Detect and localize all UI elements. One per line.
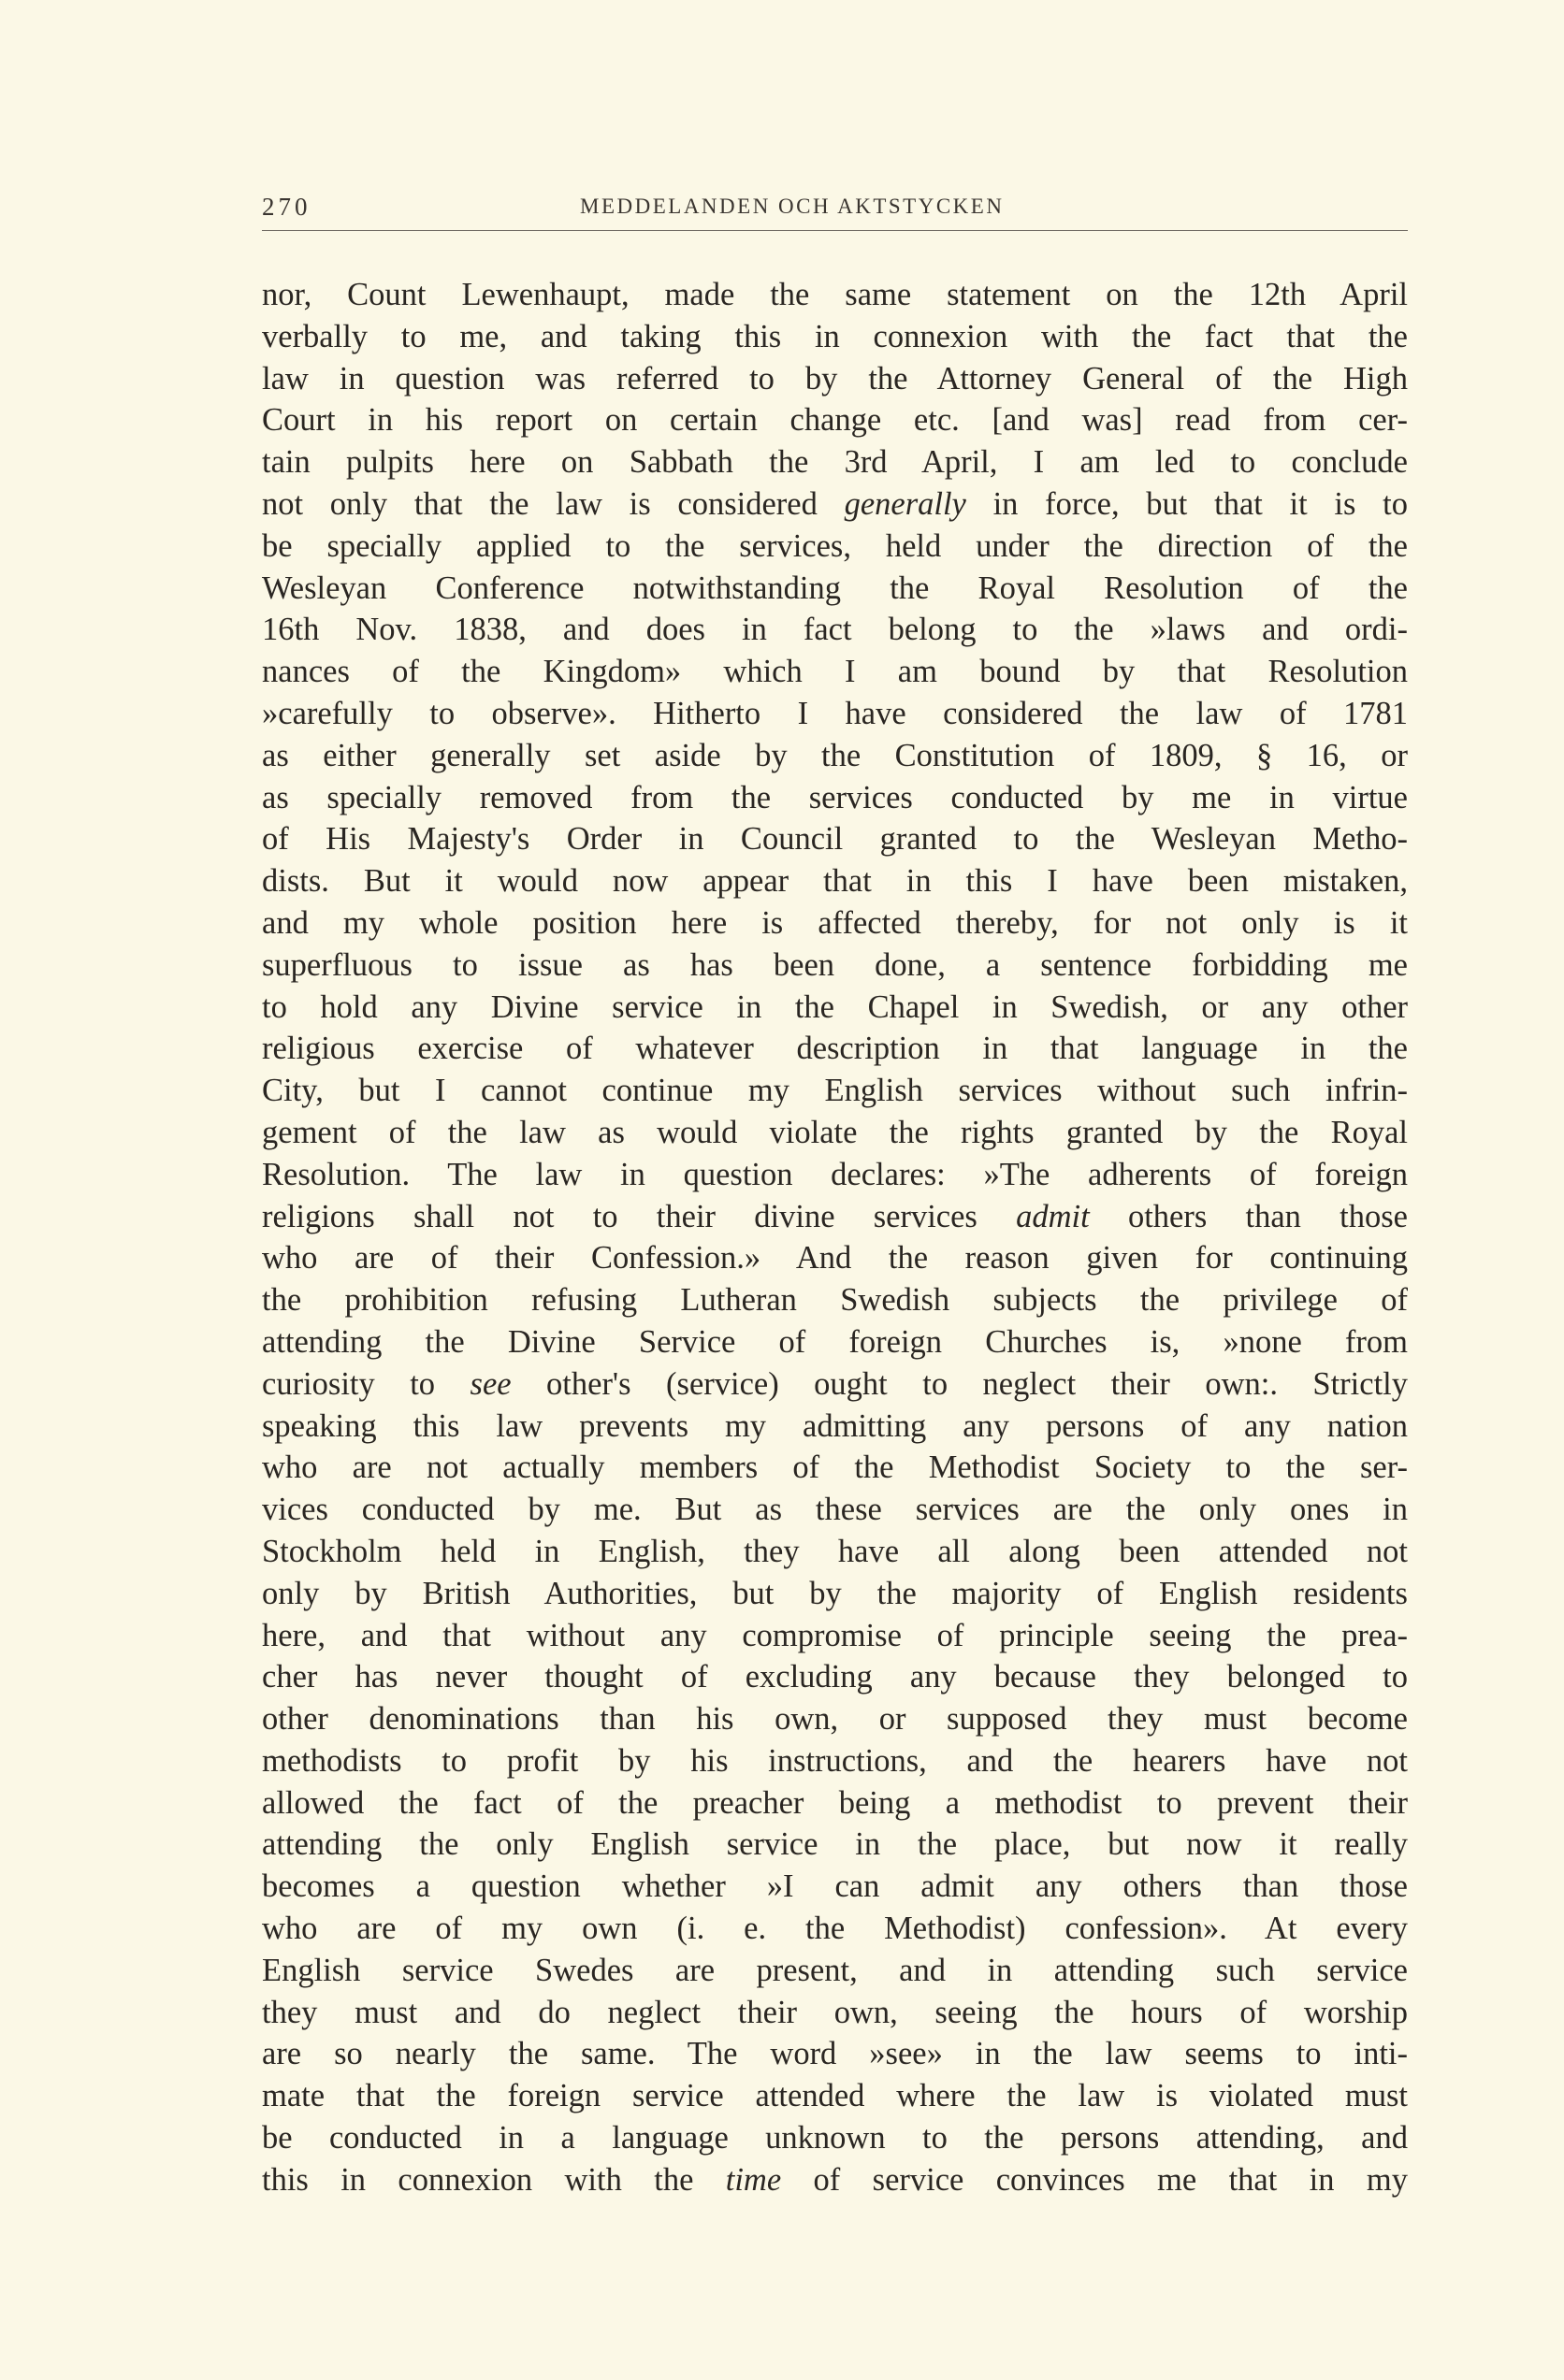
text-segment: as either generally set aside by the Constitution of 1809, § 16, or: [262, 737, 1408, 773]
text-line: [262, 358, 1408, 400]
text-line: [262, 651, 1408, 693]
text-segment: attending the only English service in the place, but now it really: [262, 1826, 1408, 1863]
emphasis-text: generally: [844, 485, 966, 522]
text-segment: other denominations than his own, or supposed they must become: [262, 1701, 1408, 1738]
emphasis-text: admit: [1016, 1198, 1090, 1234]
text-line: [262, 2075, 1408, 2117]
text-segment: who are of my own (i. e. the Methodist) confession». At every: [262, 1911, 1408, 1947]
text-line: [262, 1070, 1408, 1112]
text-segment: Stockholm held in English, they have all along been attended not: [262, 1533, 1408, 1569]
text-segment: only by British Authorities, but by the majority of English residents: [262, 1575, 1408, 1611]
text-line: [262, 274, 1408, 316]
text-line: [262, 1866, 1408, 1908]
text-segment: verbally to me, and taking this in connexion with the fact that the: [262, 318, 1408, 354]
text-line: [262, 1321, 1408, 1363]
text-line: [262, 1154, 1408, 1196]
text-segment: »carefully to observe». Hitherto I have considered the law of 1781: [262, 695, 1408, 731]
text-segment: dists. But it would now appear that in this I have been mistaken,: [262, 863, 1408, 900]
text-segment: City, but I cannot continue my English services without such infrin-: [262, 1073, 1408, 1109]
text-line: [262, 1196, 1408, 1238]
text-line: [262, 1908, 1408, 1950]
text-segment: of His Majesty's Order in Council granted to the Wesleyan Metho-: [262, 821, 1408, 858]
running-head: [262, 193, 1408, 231]
text-segment: tain pulpits here on Sabbath the 3rd April, I am led to conclude: [262, 444, 1408, 481]
text-line: [262, 1782, 1408, 1825]
text-line: [262, 1279, 1408, 1321]
text-line: [262, 1447, 1408, 1489]
text-segment: attending the Divine Service of foreign Churches is, »none from: [262, 1323, 1408, 1360]
text-line: [262, 609, 1408, 651]
journal-title: MEDDELANDEN OCH AKTSTYCKEN: [580, 195, 1005, 218]
text-line: [262, 1406, 1408, 1448]
emphasis-text: see: [470, 1365, 512, 1402]
text-segment: be specially applied to the services, held under the direction of the: [262, 527, 1408, 564]
text-line: [262, 1740, 1408, 1782]
text-segment: are so nearly the same. The word »see» in the law seems to inti-: [262, 2036, 1408, 2072]
text-segment: Court in his report on certain change etc. [and was] read from cer-: [262, 402, 1408, 439]
text-segment: not only that the law is considered: [262, 485, 845, 522]
text-line: [262, 818, 1408, 860]
text-line: [262, 1573, 1408, 1615]
text-segment: religions shall not to their divine services: [262, 1198, 1017, 1234]
text-segment: religious exercise of whatever description in that language in the: [262, 1031, 1408, 1067]
text-line: [262, 1489, 1408, 1531]
text-segment: law in question was referred to by the Attorney General of the High: [262, 360, 1408, 397]
text-segment: curiosity to: [262, 1365, 471, 1402]
text-segment: who are not actually members of the Methodist Society to the ser-: [262, 1450, 1408, 1486]
text-line: [262, 441, 1408, 483]
text-line: [262, 1656, 1408, 1698]
text-line: [262, 1615, 1408, 1657]
page-number: 270: [262, 193, 311, 221]
text-segment: here, and that without any compromise of principle seeing the prea-: [262, 1617, 1408, 1653]
text-segment: nor, Count Lewenhaupt, made the same statement on the 12th April: [262, 277, 1408, 312]
text-line: [262, 2117, 1408, 2159]
text-segment: 16th Nov. 1838, and does in fact belong to the »laws and ordi-: [262, 612, 1408, 648]
text-line: [262, 1698, 1408, 1740]
text-line: [262, 399, 1408, 441]
text-line: [262, 1824, 1408, 1866]
text-segment: mate that the foreign service attended where the law is violated must: [262, 2078, 1408, 2114]
text-segment: of service convinces me that in my: [781, 2161, 1408, 2198]
text-segment: gement of the law as would violate the rights granted by the Royal: [262, 1114, 1408, 1150]
text-segment: superfluous to issue as has been done, a sentence forbidding me: [262, 946, 1408, 983]
text-line: [262, 2033, 1408, 2075]
text-segment: cher has never thought of excluding any because they belonged to: [262, 1659, 1408, 1695]
text-segment: to hold any Divine service in the Chapel in Swedish, or any other: [262, 988, 1408, 1025]
text-line: [262, 568, 1408, 610]
text-line: [262, 1237, 1408, 1279]
text-line: [262, 902, 1408, 945]
text-line: [262, 987, 1408, 1029]
text-line: [262, 1112, 1408, 1154]
text-line: [262, 483, 1408, 526]
text-line: [262, 693, 1408, 735]
text-line: [262, 2159, 1408, 2201]
text-line: [262, 526, 1408, 568]
text-line: [262, 860, 1408, 902]
text-segment: speaking this law prevents my admitting any persons of any nation: [262, 1407, 1408, 1444]
text-segment: other's (service) ought to neglect their own:. Strictly: [511, 1365, 1408, 1402]
body-text: [262, 274, 1408, 2201]
text-segment: and my whole position here is affected thereby, for not only is it: [262, 904, 1408, 941]
text-segment: allowed the fact of the preacher being a methodist to prevent their: [262, 1784, 1408, 1821]
text-segment: be conducted in a language unknown to the persons attending, and: [262, 2120, 1408, 2156]
text-segment: they must and do neglect their own, seeing the hours of worship: [262, 1994, 1408, 2030]
text-segment: the prohibition refusing Lutheran Swedish subjects the privilege of: [262, 1282, 1408, 1319]
text-segment: nances of the Kingdom» which I am bound by that Resolution: [262, 654, 1408, 690]
text-line: [262, 945, 1408, 987]
text-line: [262, 735, 1408, 777]
text-line: [262, 1531, 1408, 1573]
text-segment: this in connexion with the: [262, 2161, 726, 2198]
text-segment: as specially removed from the services conducted by me in virtue: [262, 779, 1408, 815]
text-segment: Wesleyan Conference notwithstanding the Royal Resolution of the: [262, 570, 1408, 606]
text-line: [262, 777, 1408, 819]
text-segment: others than those: [1089, 1198, 1408, 1234]
text-line: [262, 1363, 1408, 1406]
text-segment: who are of their Confession.» And the reason given for continuing: [262, 1240, 1408, 1277]
text-segment: methodists to profit by his instructions, and the hearers have not: [262, 1742, 1408, 1779]
text-line: [262, 316, 1408, 358]
emphasis-text: time: [725, 2161, 782, 2198]
text-line: [262, 1028, 1408, 1070]
text-segment: in force, but that it is to: [965, 485, 1408, 522]
text-segment: vices conducted by me. But as these services are the only ones in: [262, 1492, 1408, 1528]
text-segment: English service Swedes are present, and in attending such service: [262, 1952, 1408, 1988]
text-line: [262, 1992, 1408, 2034]
text-segment: becomes a question whether »I can admit any others than those: [262, 1868, 1408, 1905]
text-segment: Resolution. The law in question declares: »The adherents of foreign: [262, 1156, 1408, 1192]
text-line: [262, 1950, 1408, 1992]
